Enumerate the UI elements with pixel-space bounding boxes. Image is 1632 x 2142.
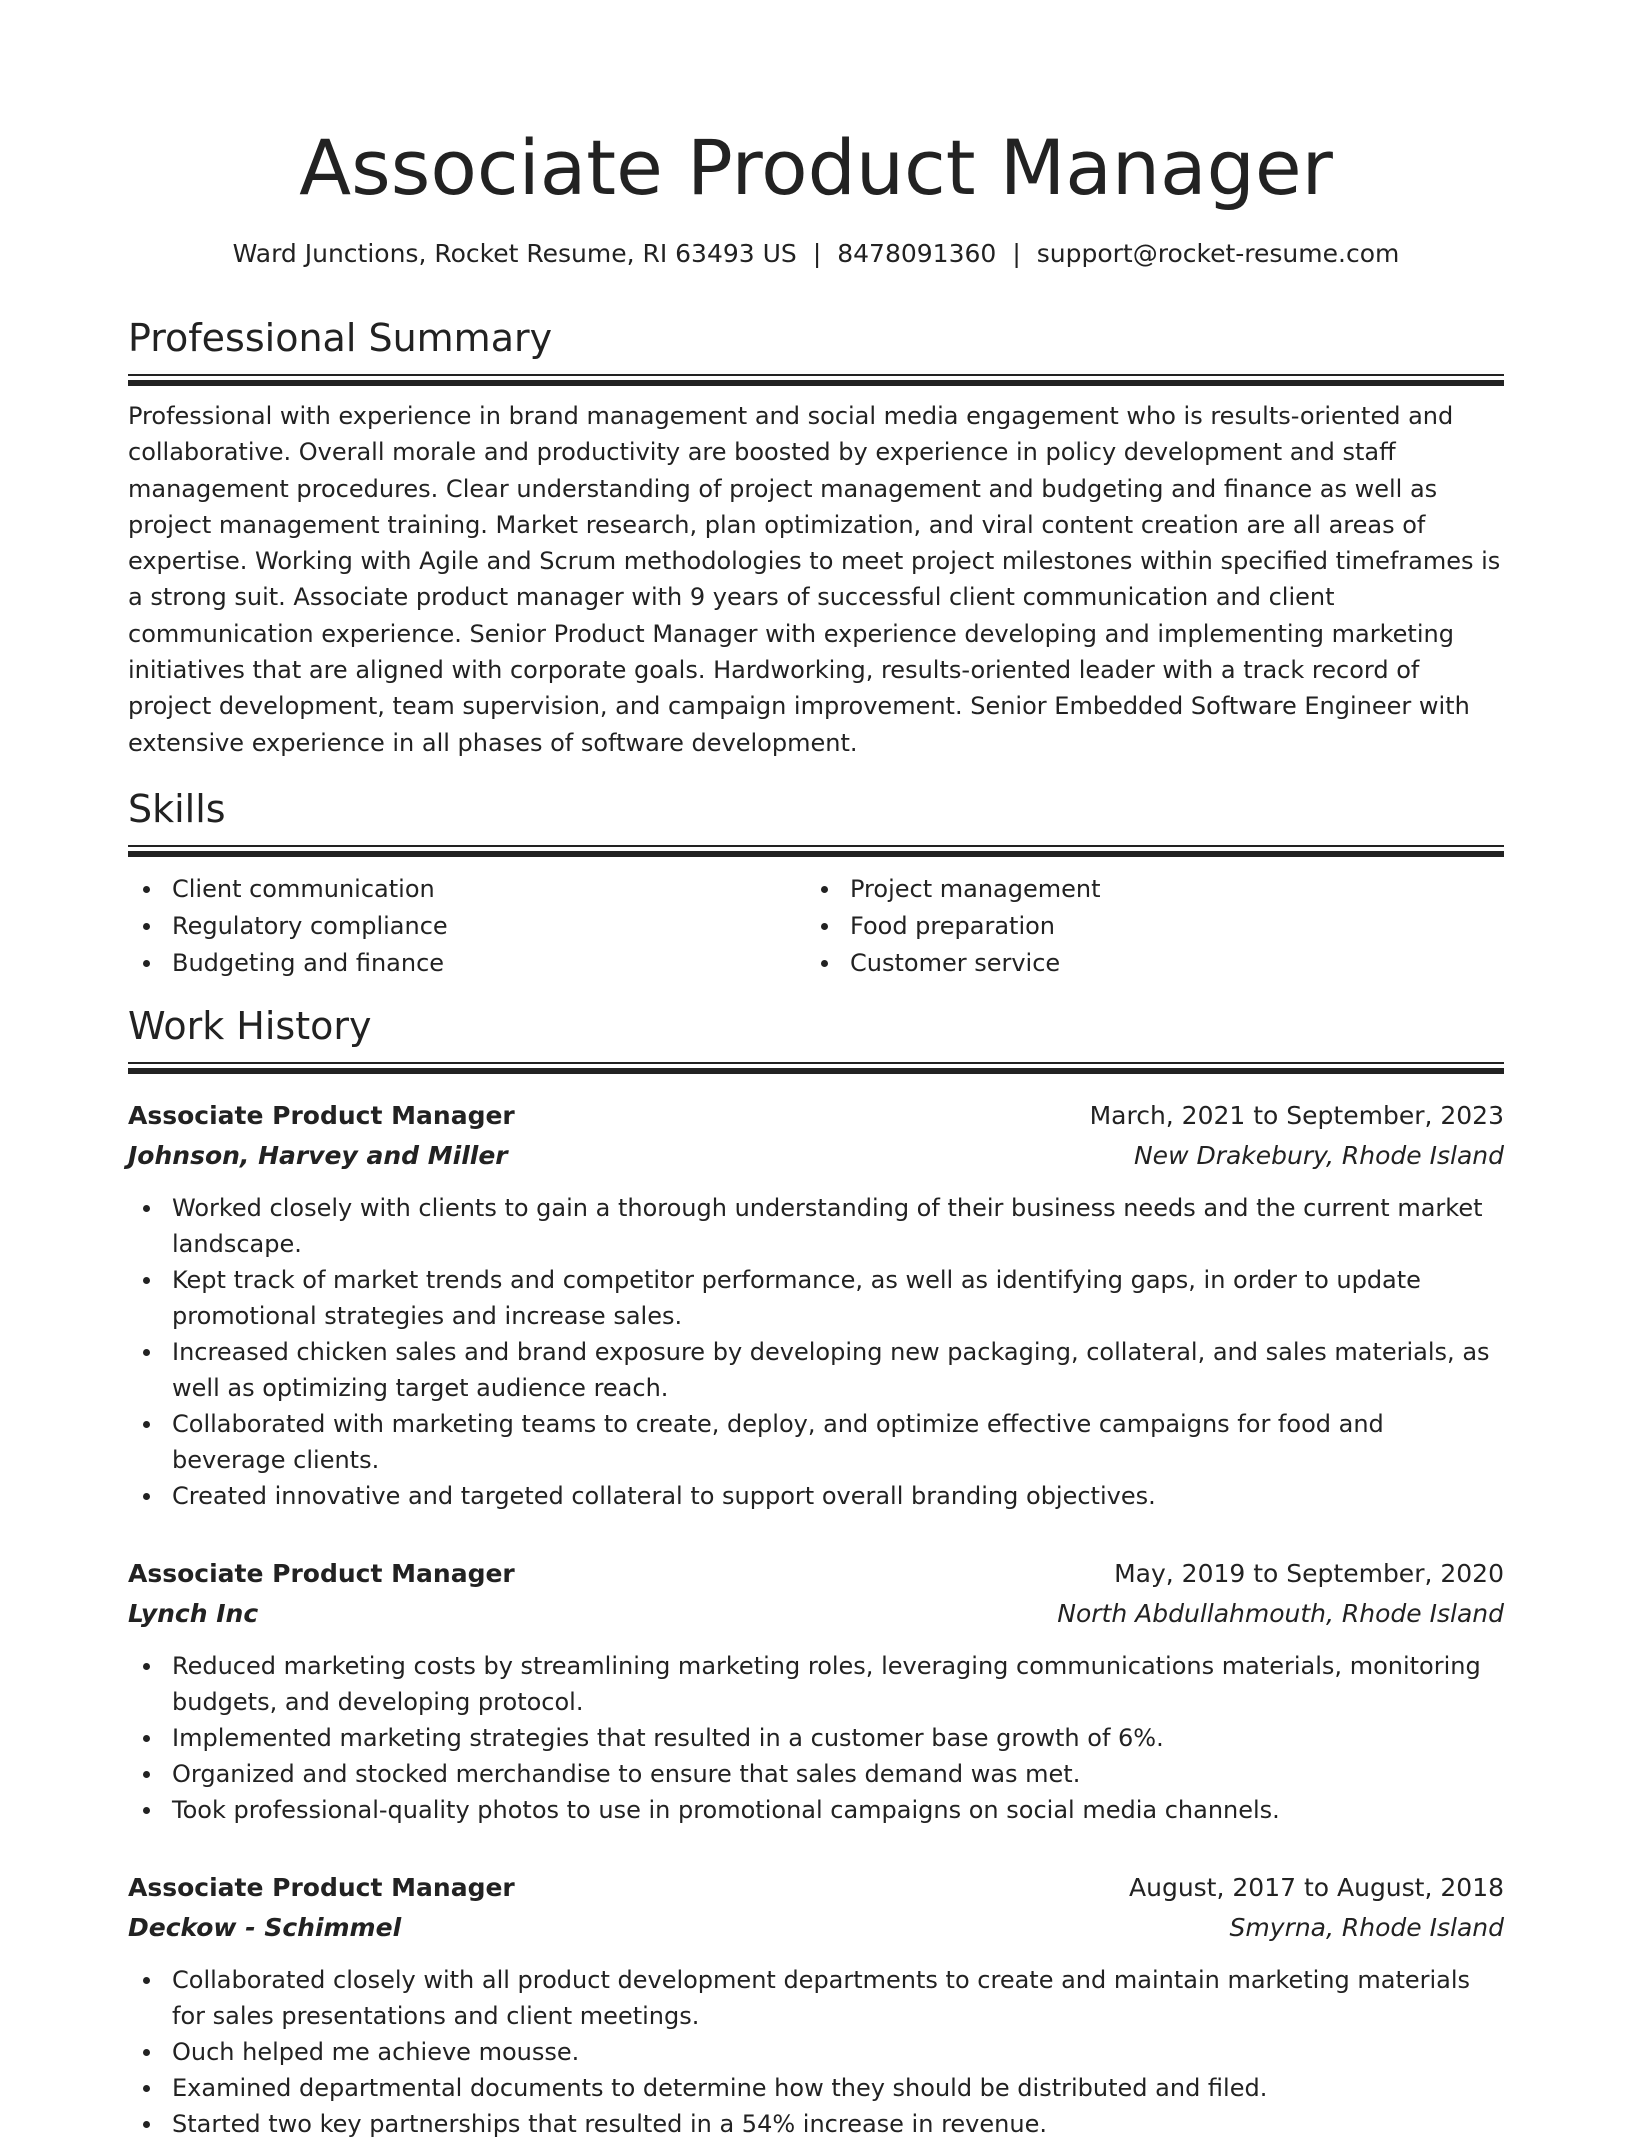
section-divider	[128, 1062, 1504, 1074]
contact-separator: |	[1012, 239, 1021, 268]
job-company-row	[128, 1594, 1504, 1634]
job-title: Associate Product Manager	[128, 1100, 515, 1130]
job-bullet: Collaborated closely with all product development departments to create and maintain marketing materials for sales presentations and client meetings.	[128, 1962, 1504, 2034]
skills-section	[128, 785, 1504, 982]
contact-phone: 8478091360	[837, 239, 997, 268]
job-bullet: Took professional-quality photos to use in promotional campaigns on social media channels.	[128, 1792, 1504, 1828]
skill-item: Budgeting and finance	[128, 945, 806, 982]
skill-item: Regulatory compliance	[128, 908, 806, 945]
job-entry	[128, 1096, 1504, 1514]
section-divider	[128, 374, 1504, 386]
job-company: Johnson, Harvey and Miller	[128, 1140, 508, 1170]
job-company: Deckow - Schimmel	[128, 1912, 402, 1942]
job-entry	[128, 1554, 1504, 1828]
job-dates: May, 2019 to September, 2020	[1114, 1558, 1504, 1588]
job-bullets	[128, 1962, 1504, 2142]
job-bullet: Started two key partnerships that resulted in a 54% increase in revenue.	[128, 2106, 1504, 2142]
job-title: Associate Product Manager	[128, 1558, 515, 1588]
summary-section	[128, 314, 1504, 761]
section-title-summary: Professional Summary	[128, 316, 553, 360]
job-dates: March, 2021 to September, 2023	[1089, 1100, 1504, 1130]
job-bullet: Created innovative and targeted collateral to support overall branding objectives.	[128, 1478, 1504, 1514]
skill-item: Customer service	[806, 945, 1484, 982]
job-entry	[128, 1868, 1504, 2142]
job-company-row	[128, 1136, 1504, 1176]
job-header-row	[128, 1096, 1504, 1136]
work-history-section	[128, 1002, 1504, 2142]
job-location: New Drakebury, Rhode Island	[1133, 1140, 1504, 1170]
job-bullet: Reduced marketing costs by streamlining marketing roles, leveraging communications materials, monitoring budgets, and developing protocol.	[128, 1648, 1504, 1720]
job-location: Smyrna, Rhode Island	[1229, 1912, 1504, 1942]
skill-item: Project management	[806, 871, 1484, 908]
job-header-row	[128, 1868, 1504, 1908]
job-bullet: Worked closely with clients to gain a thorough understanding of their business needs and the current market landscape.	[128, 1190, 1504, 1262]
job-company: Lynch Inc	[128, 1598, 259, 1628]
skill-item: Food preparation	[806, 908, 1484, 945]
skill-item: Client communication	[128, 871, 806, 908]
resume-page	[128, 0, 1504, 2142]
contact-separator: |	[812, 239, 822, 268]
job-bullet: Implemented marketing strategies that resulted in a customer base growth of 6%.	[128, 1720, 1504, 1756]
job-bullet: Organized and stocked merchandise to ensure that sales demand was met.	[128, 1756, 1504, 1792]
job-bullets	[128, 1648, 1504, 1828]
section-title-work: Work History	[128, 1003, 372, 1048]
job-dates: August, 2017 to August, 2018	[1129, 1872, 1504, 1902]
section-title-skills: Skills	[128, 786, 226, 831]
contact-email: support@rocket-resume.com	[1036, 239, 1400, 268]
resume-name: Associate Product Manager	[299, 123, 1333, 212]
contact-line	[128, 238, 1504, 270]
job-header-row	[128, 1554, 1504, 1594]
job-bullet: Ouch helped me achieve mousse.	[128, 2034, 1504, 2070]
job-company-row	[128, 1908, 1504, 1948]
job-bullet: Collaborated with marketing teams to create, deploy, and optimize effective campaigns for food and beverage clients.	[128, 1406, 1504, 1478]
job-bullet: Kept track of market trends and competitor performance, as well as identifying gaps, in order to update promotional strategies and increase sales.	[128, 1262, 1504, 1334]
section-divider	[128, 845, 1504, 857]
job-bullet: Increased chicken sales and brand exposure by developing new packaging, collateral, and sales materials, as well as optimizing target audience reach.	[128, 1334, 1504, 1406]
contact-address: Ward Junctions, Rocket Resume, RI 63493 US	[232, 239, 797, 268]
summary-text: Professional with experience in brand management and social media engagement who is results-oriented and collaborative. Overall morale and productivity are boosted by experience in policy development and staff management procedures. Clear understanding of project management and budgeting and finance as well as project management training. Market research, plan optimization, and viral content creation are all areas of expertise. Working with Agile and Scrum methodologies to meet project milestones within specified timeframes is a strong suit. Associate product manager with 9 years of successful client communication and client communication experience. Senior Product Manager with experience developing and implementing marketing initiatives that are aligned with corporate goals. Hardworking, results-oriented leader with a track record of project development, team supervision, and campaign improvement. Senior Embedded Software Engineer with extensive experience in all phases of software development.	[128, 402, 1501, 757]
job-bullets	[128, 1190, 1504, 1514]
job-location: North Abdullahmouth, Rhode Island	[1057, 1598, 1504, 1628]
skills-list	[128, 871, 1504, 982]
job-title: Associate Product Manager	[128, 1872, 515, 1902]
job-bullet: Examined departmental documents to determine how they should be distributed and filed.	[128, 2070, 1504, 2106]
